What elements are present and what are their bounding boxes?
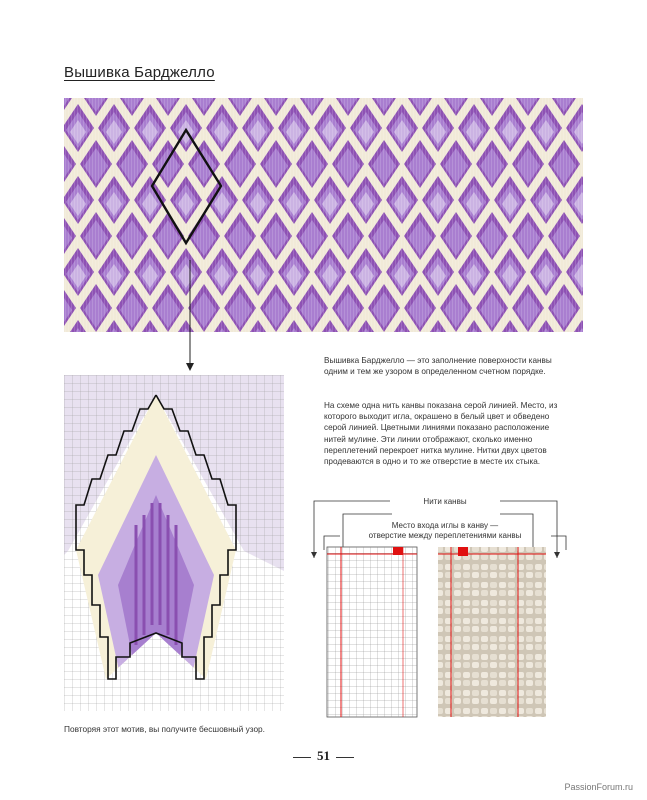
label-needle-entry-2: отверстие между переплетениями канвы: [368, 531, 522, 540]
watermark: PassionForum.ru: [564, 782, 633, 792]
intro-paragraph: Вышивка Барджелло — это заполнение поверхности канвы одним и тем же узором в определенном счетном порядке.: [324, 356, 552, 377]
pointer-arrow: [186, 260, 194, 372]
diagram-caption: Повторяя этот мотив, вы получите бесшовный узор.: [64, 724, 265, 734]
explanation-paragraph: На схеме одна нить канвы показана серой линией. Место, из которого выходит игла, окрашено в белый цвет и обведено серой линией. Цветными линиями показано расположение нитей мулине. Эти линии отображают, сколько именно переплетений перекроет нитка мулине. Нитки двух цветов продеваются в одно и то же отверстие в месте их стыка.: [324, 401, 558, 467]
label-needle-entry-1: Место входа иглы в канву —: [391, 521, 499, 530]
label-canvas-threads: Нити канвы: [423, 497, 467, 506]
bargello-chart: [64, 375, 284, 711]
page-number-text: 51: [317, 748, 330, 763]
page-title: Вышивка Барджелло: [64, 64, 215, 81]
embroidery-photo: [64, 98, 583, 332]
page-number: [0, 748, 647, 764]
canvas-illustration: [300, 490, 590, 720]
